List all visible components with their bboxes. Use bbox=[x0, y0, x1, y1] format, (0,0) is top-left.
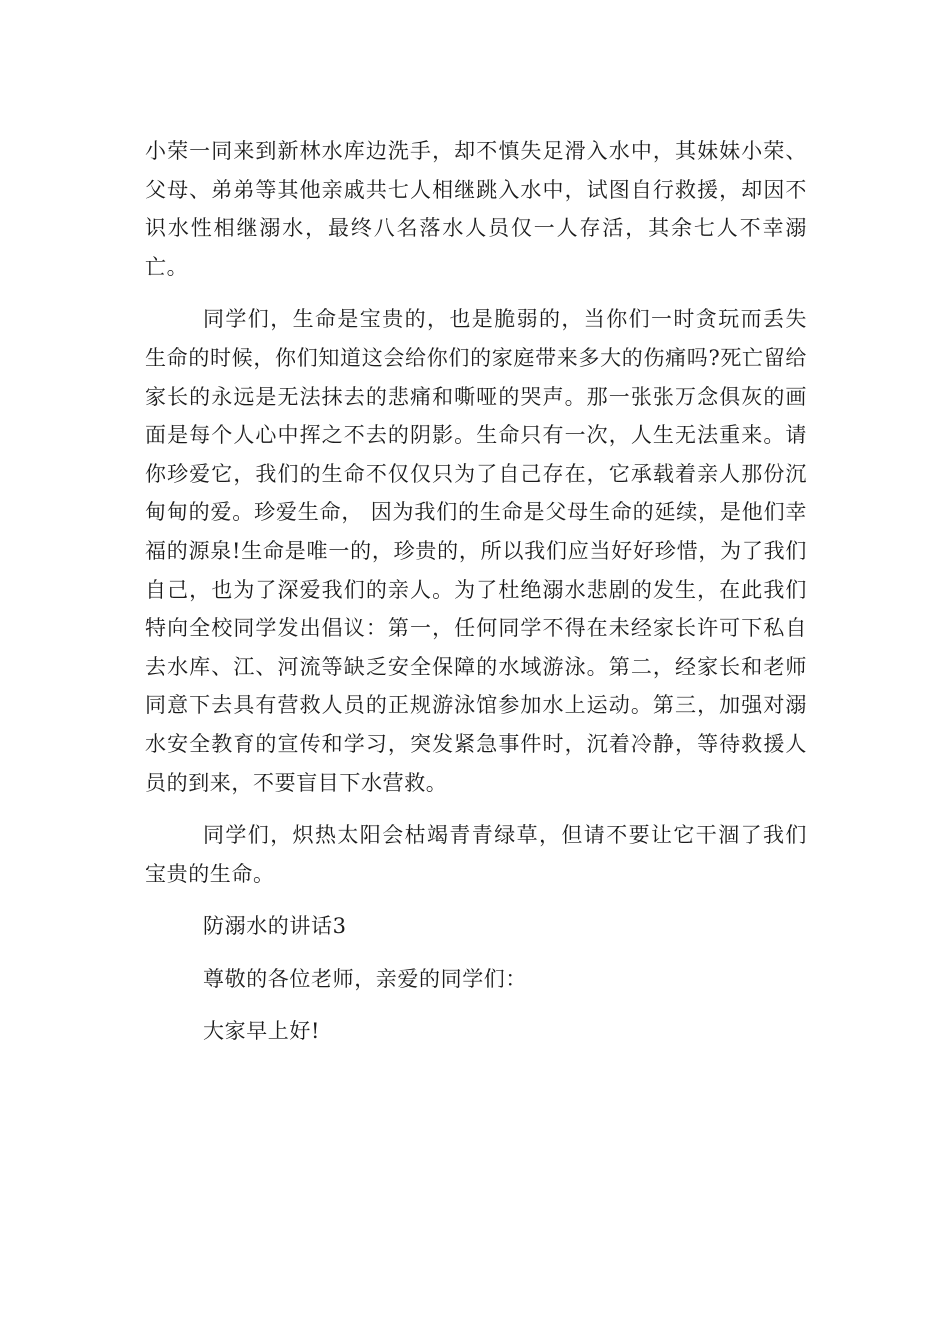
greeting-line: 尊敬的各位老师，亲爱的同学们： bbox=[203, 966, 527, 991]
paragraph-cherish-life: 同学们，生命是宝贵的，也是脆弱的，当你们一时贪玩而丢失生命的时候，你们知道这会给你们的家庭带来多大的伤痛吗?死亡留给家长的永远是无法抹去的悲痛和嘶哑的哭声。那一张张万念俱灰的画面是每个人心中挥之不去的阴影。生命只有一次，人生无法重来。请你珍爱它，我们的生命不仅仅只为了自己存在，它承载着亲人那份沉甸甸的爱。珍爱生命， 因为我们的生命是父母生命的延续，是他们幸福的源泉!生命是唯一的，珍贵的，所以我们应当好好珍惜，为了我们自己，也为了深爱我们的亲人。为了杜绝溺水悲剧的发生，在此我们特向全校同学发出倡议：第一，任何同学不得在未经家长许可下私自去水库、江、河流等缺乏安全保障的水域游泳。第二，经家长和老师同意下去具有营救人员的正规游泳馆参加水上运动。第三，加强对溺水安全教育的宣传和学习，突发紧急事件时，沉着冷静，等待救援人员的到来，不要盲目下水营救。 bbox=[145, 307, 807, 795]
document-body bbox=[145, 132, 807, 1051]
paragraph-gap bbox=[145, 998, 807, 1012]
paragraph-gap bbox=[145, 946, 807, 960]
paragraph-gap bbox=[145, 893, 807, 907]
paragraph-gap bbox=[145, 286, 807, 300]
paragraph-closing: 同学们，炽热太阳会枯竭青青绿草，但请不要让它干涸了我们宝贵的生命。 bbox=[145, 823, 807, 886]
section-heading: 防溺水的讲话3 bbox=[203, 914, 347, 939]
paragraph-gap bbox=[145, 802, 807, 816]
opening-line: 大家早上好! bbox=[203, 1019, 321, 1044]
paragraph-accident-account: 小荣一同来到新林水库边洗手，却不慎失足滑入水中，其妹妹小荣、父母、弟弟等其他亲戚共七人相继跳入水中，试图自行救援，却因不识水性相继溺水，最终八名落水人员仅一人存活，其余七人不幸溺亡。 bbox=[145, 139, 807, 279]
